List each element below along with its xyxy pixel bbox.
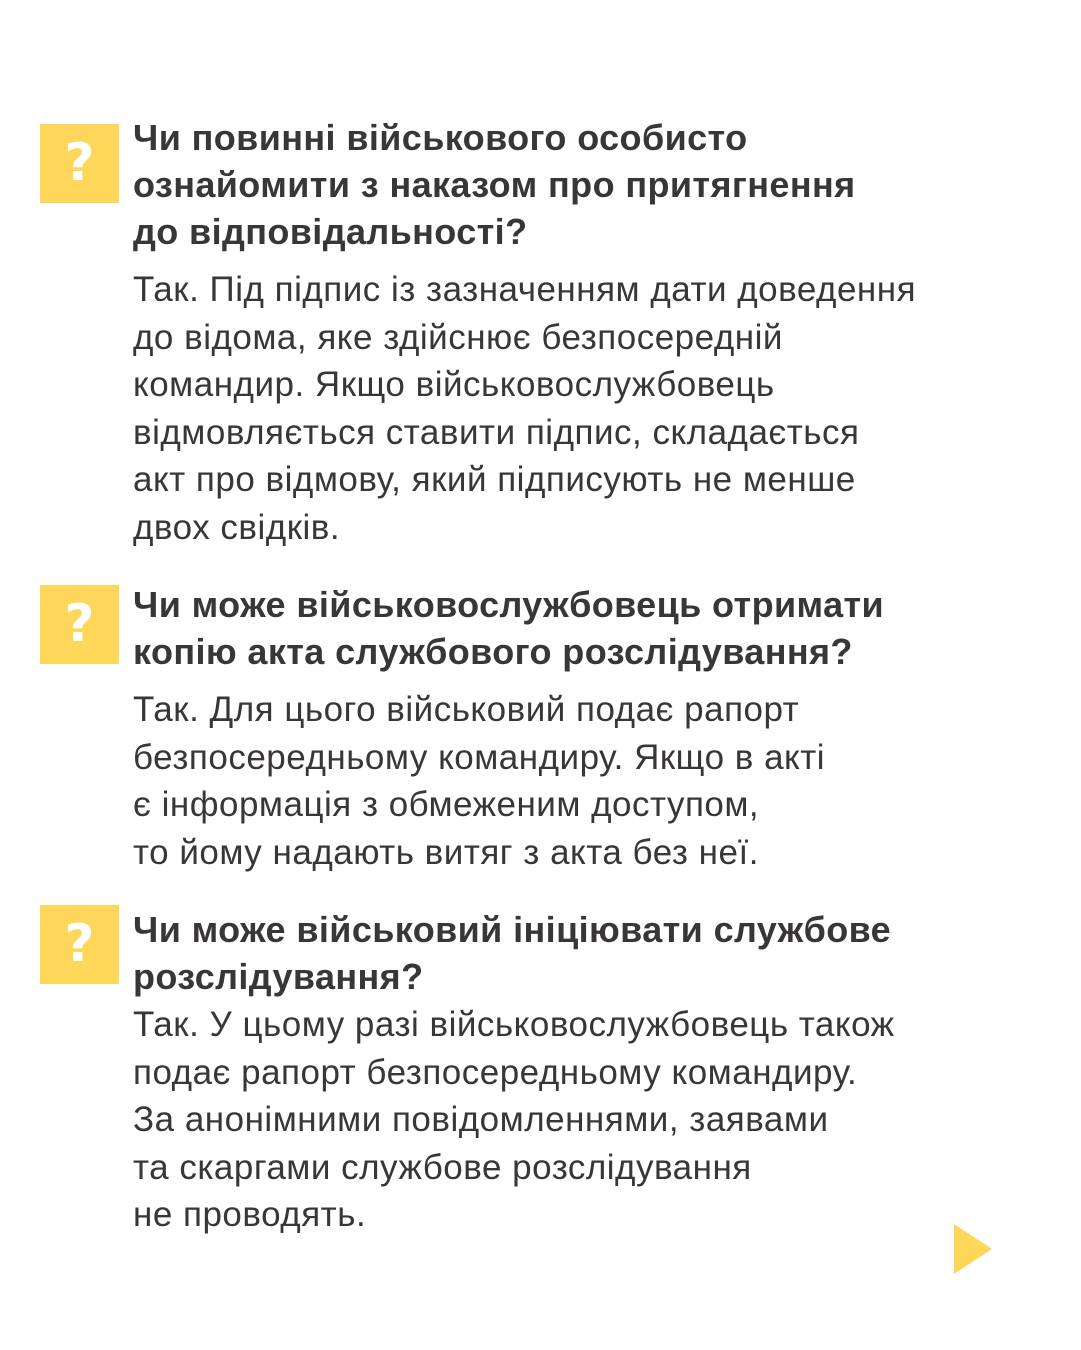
question-mark-icon: ? <box>40 124 119 203</box>
question-mark-icon: ? <box>40 905 119 984</box>
question-text: Чи може військовослужбовець отримати копію акта службового розслідування? <box>133 584 885 672</box>
answer-text: Так. Для цього військовий подає рапорт безпосередньому командиру. Якщо в акті є інформація з обмеженим доступом, то йому надають витяг з акта без неї. <box>133 690 826 872</box>
answer-text: Так. Під підпис із зазначенням дати доведення до відома, яке здійснює безпосередній командир. Якщо військовослужбовець відмовляється ставити підпис, складається акт про відмову, який підписують не менше двох свідків. <box>133 270 917 547</box>
question-text: Чи повинні військового особисто ознайомити з наказом про притягнення до відповідальності? <box>133 117 856 252</box>
play-arrow-icon[interactable] <box>954 1224 992 1274</box>
question-text: Чи може військовий ініціювати службове розслідування? <box>133 909 892 997</box>
answer-text: Так. У цьому разі військовослужбовець також подає рапорт безпосередньому командиру. За анонімними повідомленнями, заявами та скаргами службове розслідування не проводять. <box>133 1005 895 1234</box>
question-mark-icon: ? <box>40 585 119 664</box>
